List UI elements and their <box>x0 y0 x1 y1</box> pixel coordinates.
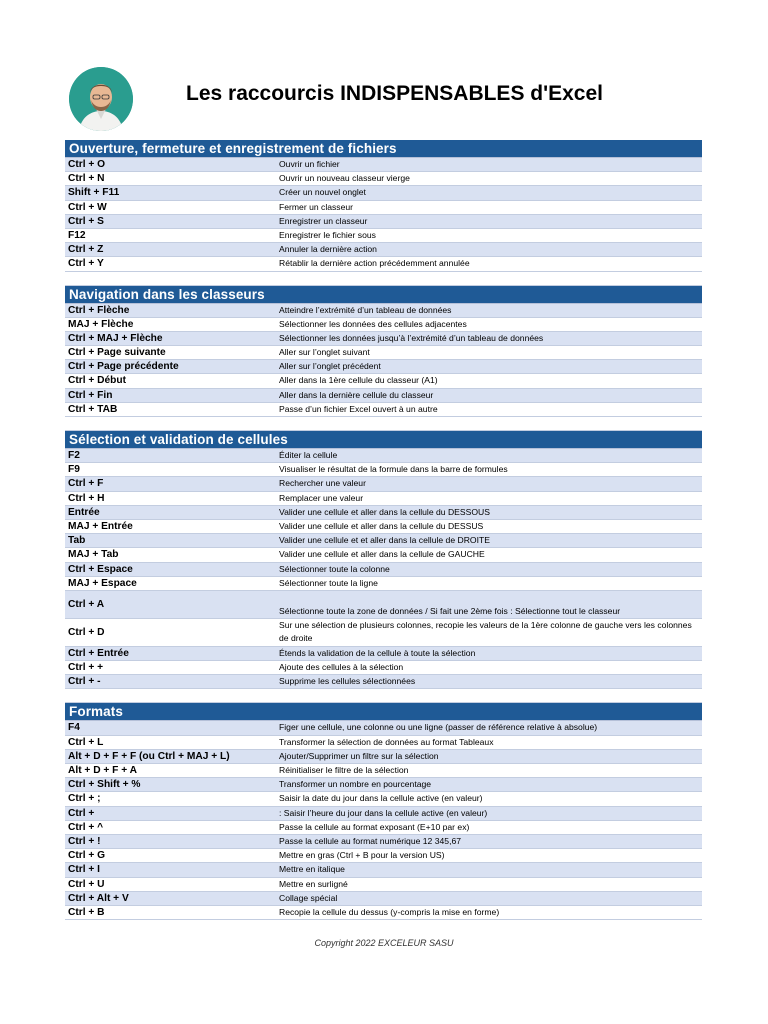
shortcut-description: Ouvrir un fichier <box>279 159 340 169</box>
table-row <box>65 463 702 477</box>
table-row <box>65 849 702 863</box>
shortcut-key: Ctrl + Alt + V <box>68 892 129 904</box>
table-row <box>65 721 702 735</box>
shortcut-description: Étends la validation de la cellule à toute la sélection <box>279 647 476 658</box>
table-row <box>65 863 702 877</box>
shortcut-description: Éditer la cellule <box>279 450 338 460</box>
table-row <box>65 520 702 534</box>
shortcut-key: Ctrl + Fin <box>68 389 113 401</box>
section-header: Ouverture, fermeture et enregistrement de fichiers <box>65 140 702 158</box>
shortcut-description: Transformer un nombre en pourcentage <box>279 779 432 790</box>
shortcut-description: Sélectionne toute la zone de données / Si fait une 2ème fois : Sélectionne tout le classeur <box>279 605 621 616</box>
shortcut-key: MAJ + Entrée <box>68 520 133 532</box>
shortcut-key: Ctrl + F <box>68 478 104 490</box>
table-row <box>65 304 702 318</box>
table-row <box>65 835 702 849</box>
shortcut-key: Ctrl + Flèche <box>68 304 130 316</box>
shortcut-key: Alt + D + F + A <box>68 765 137 776</box>
table-row <box>65 158 702 172</box>
shortcut-key: Ctrl + Page précédente <box>68 361 179 373</box>
shortcut-key: Ctrl + - <box>68 676 101 688</box>
section-spacer <box>65 272 702 286</box>
shortcut-key: Shift + F11 <box>68 187 120 199</box>
table-row <box>65 403 702 417</box>
shortcut-description: Transformer la sélection de données au format Tableaux <box>279 736 494 747</box>
table-row <box>65 389 702 403</box>
shortcut-key: Ctrl + S <box>68 215 104 227</box>
table-row <box>65 318 702 332</box>
shortcut-key: Ctrl + <box>68 807 95 819</box>
table-row <box>65 332 702 346</box>
table-row <box>65 374 702 388</box>
avatar <box>69 67 133 131</box>
section-spacer <box>65 689 702 703</box>
shortcut-key: Ctrl + Z <box>68 244 104 256</box>
table-row <box>65 792 702 806</box>
table-row <box>65 778 702 792</box>
shortcut-key: F4 <box>68 722 80 734</box>
shortcut-description: Valider une cellule et aller dans la cellule du DESSUS <box>279 520 484 531</box>
section-header: Formats <box>65 703 702 721</box>
shortcut-key: Ctrl + TAB <box>68 403 118 415</box>
table-row <box>65 172 702 186</box>
section-header: Navigation dans les classeurs <box>65 286 702 304</box>
shortcut-key: Ctrl + MAJ + Flèche <box>68 332 163 344</box>
table-row <box>65 534 702 548</box>
shortcut-key: Alt + D + F + F (ou Ctrl + MAJ + L) <box>68 750 230 762</box>
shortcut-description: Passe la cellule au format numérique 12 345,67 <box>279 835 462 846</box>
person-portrait-icon <box>69 67 133 131</box>
shortcut-description: Aller sur l’onglet précédent <box>279 361 381 372</box>
shortcut-key: MAJ + Flèche <box>68 318 134 330</box>
table-row <box>65 492 702 506</box>
shortcut-key: MAJ + Tab <box>68 549 119 561</box>
shortcut-key: Ctrl + U <box>68 878 105 890</box>
shortcut-description: Rechercher une valeur <box>279 478 366 489</box>
shortcut-key: Ctrl + Début <box>68 375 127 387</box>
shortcut-key: Ctrl + ^ <box>68 821 104 833</box>
shortcut-table <box>65 140 702 920</box>
shortcut-key: F9 <box>68 464 80 476</box>
shortcut-key: Entrée <box>68 506 100 518</box>
table-row <box>65 675 702 689</box>
table-row <box>65 892 702 906</box>
table-row <box>65 807 702 821</box>
shortcut-key: Ctrl + A <box>68 598 105 610</box>
table-row <box>65 186 702 200</box>
shortcut-description: Créer un nouvel onglet <box>279 187 366 198</box>
shortcut-key: Ctrl + D <box>68 626 105 638</box>
table-row <box>65 506 702 520</box>
shortcut-key: Ctrl + I <box>68 864 100 876</box>
shortcut-description: Sélectionner toute la ligne <box>279 577 378 588</box>
shortcut-description: Ajouter/Supprimer un filtre sur la sélection <box>279 750 439 761</box>
shortcut-key: Ctrl + Y <box>68 258 104 270</box>
shortcut-description: Passe d’un fichier Excel ouvert à un autre <box>279 403 438 414</box>
table-row <box>65 449 702 463</box>
table-row <box>65 750 702 764</box>
table-row <box>65 736 702 750</box>
page-title: Les raccourcis INDISPENSABLES d'Excel <box>186 82 603 105</box>
shortcut-description: Enregistrer le fichier sous <box>279 229 376 240</box>
shortcut-key: Tab <box>68 535 86 547</box>
shortcut-key: Ctrl + W <box>68 201 107 213</box>
shortcut-key: Ctrl + O <box>68 159 106 170</box>
table-row <box>65 477 702 491</box>
shortcut-description: Figer une cellule, une colonne ou une ligne (passer de référence relative à absolue) <box>279 722 598 733</box>
shortcut-key: Ctrl + N <box>68 173 105 185</box>
shortcut-key: F2 <box>68 450 80 461</box>
shortcut-description: Sélectionner toute la colonne <box>279 563 390 574</box>
shortcut-description: Mettre en gras (Ctrl + B pour la version US) <box>279 850 445 861</box>
shortcut-key: Ctrl + L <box>68 736 104 748</box>
table-row <box>65 563 702 577</box>
shortcut-description: Aller dans la dernière cellule du classeur <box>279 389 434 400</box>
shortcut-description: Aller dans la 1ère cellule du classeur (A1) <box>279 375 438 386</box>
table-row <box>65 821 702 835</box>
table-row <box>65 577 702 591</box>
section-spacer <box>65 417 702 431</box>
shortcut-description: Valider une cellule et et aller dans la cellule de DROITE <box>279 535 490 546</box>
shortcut-description: Annuler la dernière action <box>279 244 377 255</box>
shortcut-description: Sélectionner les données jusqu’à l’extrémité d’un tableau de données <box>279 332 544 343</box>
shortcut-description: Mettre en surligné <box>279 878 348 889</box>
table-row <box>65 257 702 271</box>
shortcut-description: Saisir la date du jour dans la cellule active (en valeur) <box>279 793 483 804</box>
shortcut-key: Ctrl + B <box>68 906 105 918</box>
table-row <box>65 878 702 892</box>
shortcut-key: Ctrl + ; <box>68 793 101 805</box>
shortcut-description: Sur une sélection de plusieurs colonnes, recopie les valeurs de la 1ère colonne de gauche vers les colonnes de droite <box>279 619 692 643</box>
shortcut-description: Ouvrir un nouveau classeur vierge <box>279 173 410 184</box>
shortcut-description: Aller sur l’onglet suivant <box>279 347 370 358</box>
page-header <box>0 0 768 140</box>
shortcut-description: Visualiser le résultat de la formule dans la barre de formules <box>279 464 508 475</box>
shortcut-description: Supprime les cellules sélectionnées <box>279 676 416 687</box>
table-row <box>65 229 702 243</box>
section-header: Sélection et validation de cellules <box>65 431 702 449</box>
shortcut-key: Ctrl + Entrée <box>68 647 129 659</box>
shortcut-description: Rétablir la dernière action précédemment annulée <box>279 258 470 269</box>
shortcut-key: Ctrl + G <box>68 850 106 862</box>
shortcut-description: Sélectionner les données des cellules adjacentes <box>279 318 467 329</box>
shortcut-description: Enregistrer un classeur <box>279 215 368 226</box>
shortcut-description: Remplacer une valeur <box>279 492 364 503</box>
table-row <box>65 647 702 661</box>
shortcut-key: Ctrl + Shift + % <box>68 779 141 791</box>
table-row <box>65 764 702 778</box>
table-row <box>65 346 702 360</box>
shortcut-key: Ctrl + + <box>68 662 104 674</box>
shortcut-description: Recopie la cellule du dessus (y-compris la mise en forme) <box>279 906 500 917</box>
table-row <box>65 906 702 920</box>
shortcut-description: Ajoute des cellules à la sélection <box>279 662 404 673</box>
shortcut-description: Valider une cellule et aller dans la cellule de GAUCHE <box>279 549 485 560</box>
shortcut-key: Ctrl + Espace <box>68 563 133 575</box>
table-row <box>65 591 702 619</box>
shortcut-key: Ctrl + H <box>68 492 105 504</box>
shortcut-description: Collage spécial <box>279 892 338 903</box>
copyright-footer: Copyright 2022 EXCELEUR SASU <box>314 938 454 948</box>
table-row <box>65 360 702 374</box>
shortcut-key: MAJ + Espace <box>68 577 137 589</box>
shortcut-description: : Saisir l’heure du jour dans la cellule active (en valeur) <box>279 807 488 818</box>
shortcut-description: Fermer un classeur <box>279 201 354 212</box>
shortcut-description: Réinitialiser le filtre de la sélection <box>279 765 409 775</box>
table-row <box>65 548 702 562</box>
table-row <box>65 215 702 229</box>
shortcut-key: Ctrl + Page suivante <box>68 347 166 359</box>
table-row <box>65 201 702 215</box>
table-row <box>65 619 702 647</box>
shortcut-description: Mettre en italique <box>279 864 345 875</box>
shortcut-key: F12 <box>68 229 86 241</box>
shortcut-key: Ctrl + ! <box>68 835 101 847</box>
table-row <box>65 661 702 675</box>
shortcut-description: Passe la cellule au format exposant (E+10 par ex) <box>279 821 470 832</box>
shortcut-description: Valider une cellule et aller dans la cellule du DESSOUS <box>279 506 490 517</box>
table-row <box>65 243 702 257</box>
shortcut-description: Atteindre l’extrémité d’un tableau de données <box>279 304 452 315</box>
